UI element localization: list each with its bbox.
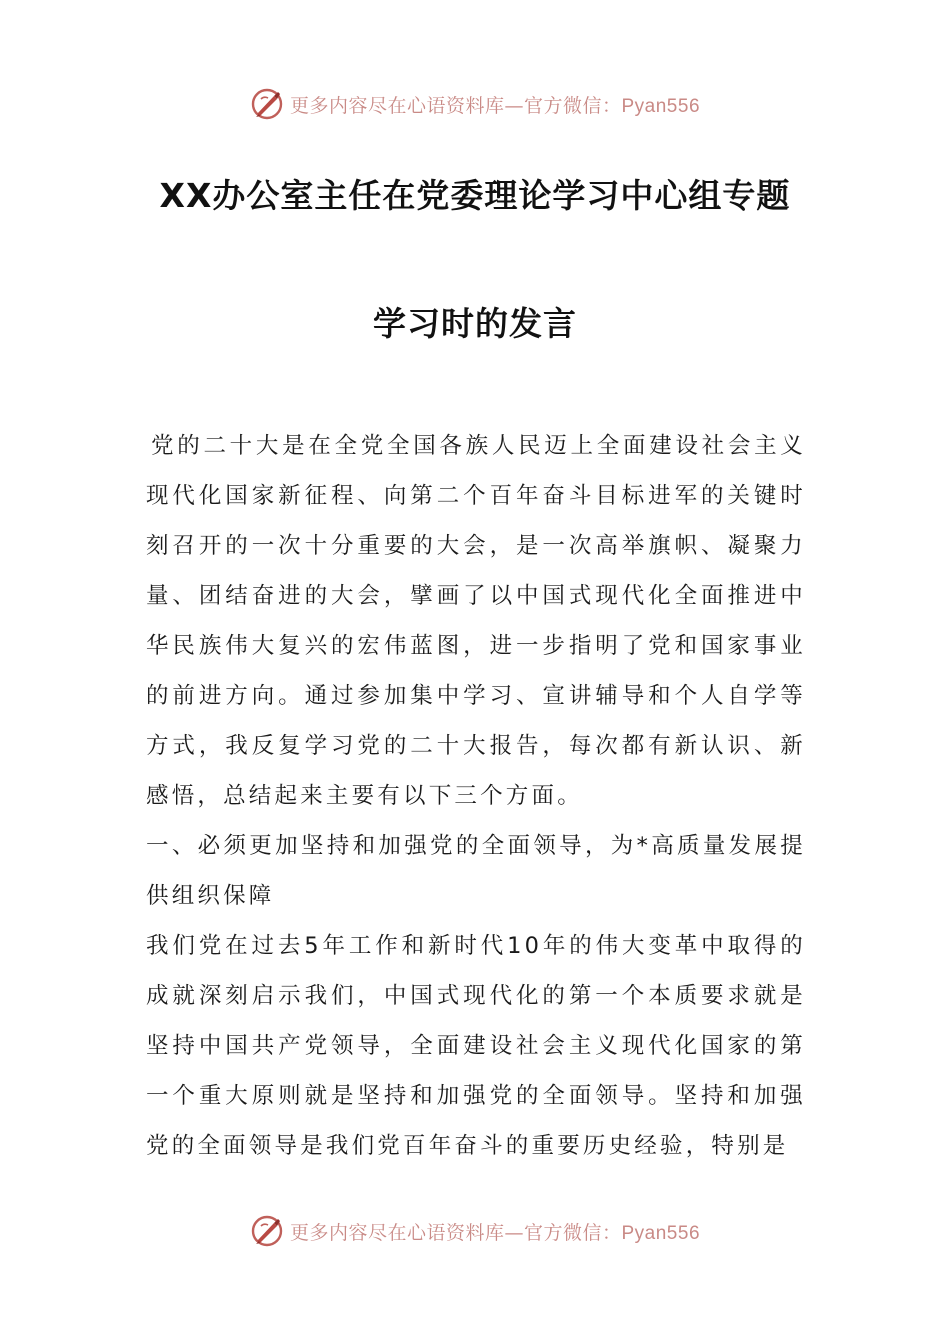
watermark-wechat-id: Pyan556: [621, 1222, 701, 1244]
watermark-main-text: 更多内容尽在心语资料库: [289, 94, 505, 117]
watermark-text: [290, 91, 700, 118]
section-heading-1: 一、必须更加坚持和加强党的全面领导，为*高质量发展提供组织保障: [146, 833, 806, 909]
watermark-separator: —: [504, 1221, 524, 1244]
pen-logo-icon: [250, 87, 284, 121]
watermark-banner-top: [0, 84, 950, 124]
watermark-main-text: 更多内容尽在心语资料库: [289, 1221, 505, 1244]
watermark-text: [290, 1218, 700, 1245]
watermark-content: [250, 1214, 700, 1248]
watermark-banner-bottom: [0, 1211, 950, 1251]
document-body: [146, 421, 806, 1171]
watermark-separator: —: [504, 94, 524, 117]
watermark-content: [250, 87, 700, 121]
document-title-line-2: 学习时的发言: [373, 304, 577, 343]
body-paragraph-intro: 党的二十大是在全党全国各族人民迈上全面建设社会主义现代化国家新征程、向第二个百年奋斗目标进军的关键时刻召开的一次十分重要的大会，是一次高举旗帜、凝聚力量、团结奋进的大会，擘画了以中国式现代化全面推进中华民族伟大复兴的宏伟蓝图，进一步指明了党和国家事业的前进方向。通过参加集中学习、宣讲辅导和个人自学等方式，我反复学习党的二十大报告，每次都有新认识、新感悟，总结起来主要有以下三个方面。: [146, 433, 806, 809]
body-paragraph-section-1: 我们党在过去5年工作和新时代10年的伟大变革中取得的成就深刻启示我们，中国式现代化的第一个本质要求就是坚持中国共产党领导，全面建设社会主义现代化国家的第一个重大原则就是坚持和加强党的全面领导。坚持和加强党的全面领导是我们党百年奋斗的重要历史经验，特别是: [146, 933, 806, 1159]
watermark-wechat-id: Pyan556: [621, 95, 701, 117]
watermark-wechat-label: 官方微信：: [523, 94, 622, 117]
watermark-wechat-label: 官方微信：: [523, 1221, 622, 1244]
pen-logo-icon: [250, 1214, 284, 1248]
document-title-line-1: XX办公室主任在党委理论学习中心组专题: [159, 176, 791, 215]
